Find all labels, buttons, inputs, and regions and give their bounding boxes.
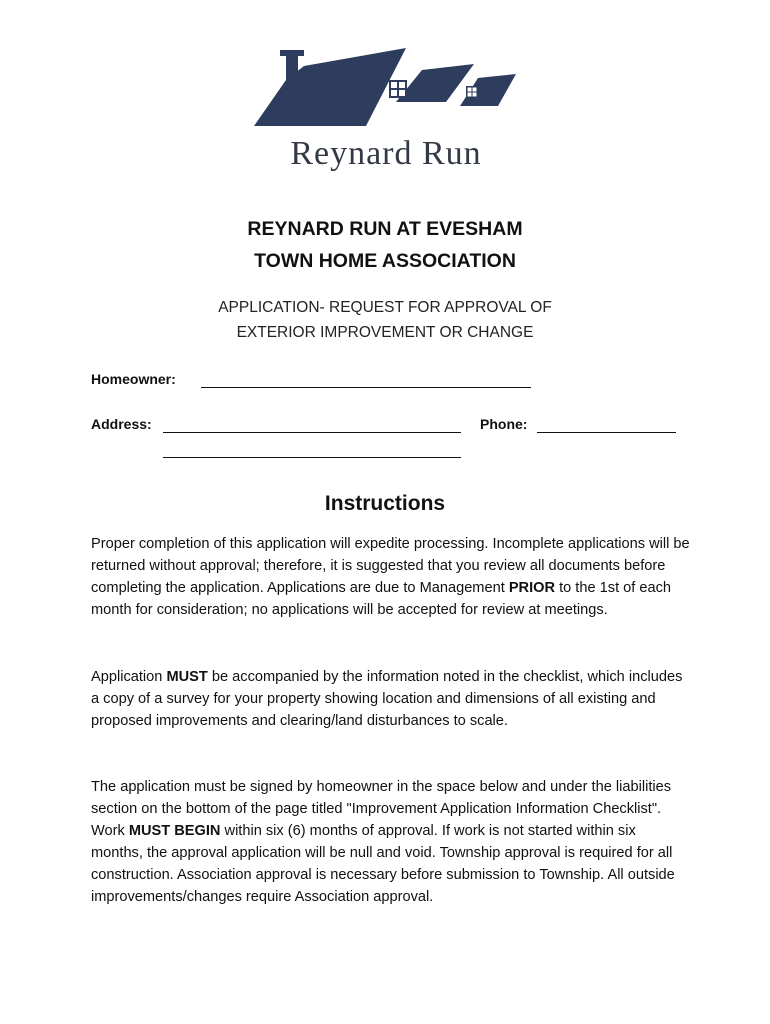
logo-wordmark: Reynard Run [290,135,482,172]
address-label: Address: [91,416,152,432]
association-title-line1: REYNARD RUN AT EVESHAM [247,218,523,240]
address-field[interactable] [163,432,461,433]
emphasis-must-begin: MUST BEGIN [128,823,221,839]
association-title-line2: TOWN HOME ASSOCIATION [254,250,516,272]
reynard-run-logo [246,42,526,174]
homeowner-label: Homeowner: [91,371,176,387]
address-field-line2[interactable] [163,457,461,458]
homeowner-field[interactable] [201,387,531,388]
instructions-paragraph-1: Proper completion of this application will expedite processing. Incomplete applications will be returned without approval; therefore, it is suggested that you review all documents before completing the application. Applications are due to Management PRIOR to the 1st of each month for consideration; no applications will be accepted for review at meetings. [91,536,690,618]
emphasis-must: MUST [166,669,208,685]
instructions-heading: Instructions [324,492,446,515]
phone-field[interactable] [537,432,676,433]
house-roofline-icon [246,42,526,137]
instructions-paragraph-3: The application must be signed by homeowner in the space below and under the liabilities section on the bottom of the page titled "Improvement Application Information Checklist". Work MUST BEGIN within six (6) months of approval. If work is not started within six months, the approval application will be null and void. Township approval is required for all construction. Association approval is necessary before submission to Township. All outside improvements/changes require Association approval. [91,779,675,905]
application-subtitle-line1: APPLICATION- REQUEST FOR APPROVAL OF [218,299,552,316]
application-subtitle-line2: EXTERIOR IMPROVEMENT OR CHANGE [236,324,534,341]
emphasis-prior: PRIOR [508,580,556,596]
phone-label: Phone: [480,416,528,432]
instructions-paragraph-2: Application MUST be accompanied by the information noted in the checklist, which includes a copy of a survey for your property showing location and dimensions of all existing and proposed improvements and clearing/land disturbances to scale. [91,669,683,729]
